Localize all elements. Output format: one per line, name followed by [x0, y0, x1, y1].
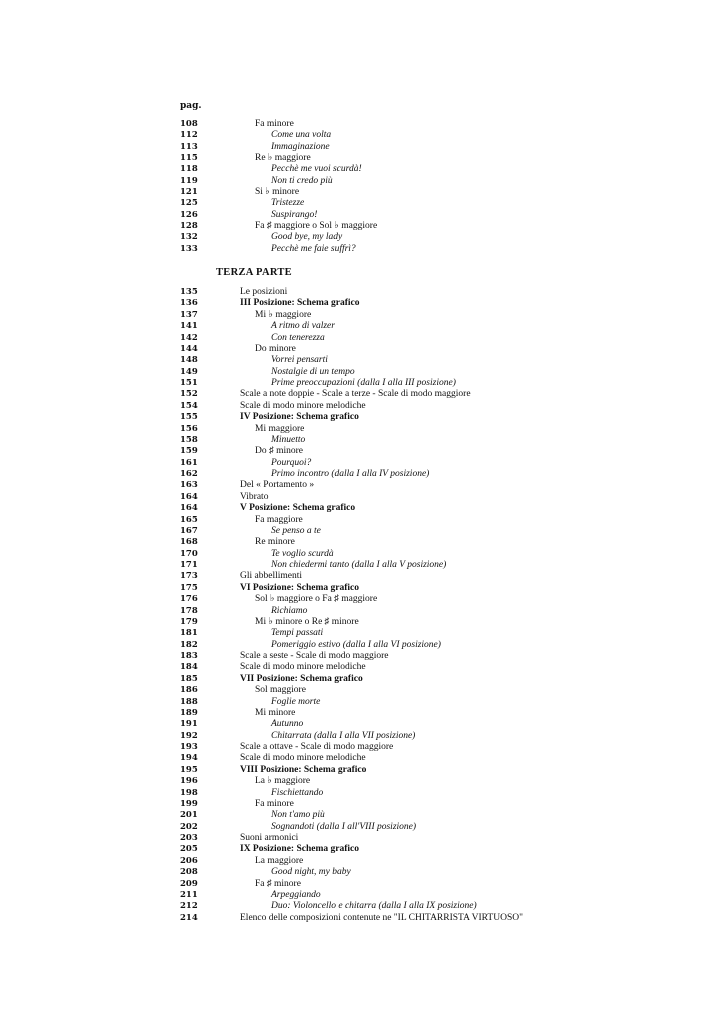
toc-row — [180, 469, 700, 480]
toc-row — [180, 628, 700, 639]
page-number: 163 — [180, 480, 198, 491]
page-number: 164 — [180, 491, 198, 502]
entry-title: Fa minore — [255, 798, 294, 809]
entry-title: Suoni armonici — [240, 833, 299, 843]
entry-title: Tristezze — [271, 198, 305, 209]
entry-title: Pecchè me vuoi scurdà! — [271, 164, 362, 175]
page-number: 211 — [180, 889, 198, 900]
toc-row — [180, 822, 700, 833]
entry-title: Se penso a te — [271, 525, 321, 536]
toc-row — [180, 401, 700, 412]
entry-title: Scale di modo minore melodiche — [240, 753, 366, 764]
page-number: 148 — [180, 355, 198, 366]
page-number: 154 — [180, 400, 198, 411]
toc-list-part-three — [180, 287, 700, 924]
toc-row — [180, 651, 700, 662]
page-number: 179 — [180, 616, 198, 627]
page-number: 118 — [180, 164, 198, 175]
toc-row — [180, 321, 700, 332]
page-number: 137 — [180, 309, 198, 320]
toc-row — [180, 412, 700, 423]
page-number: 186 — [180, 685, 198, 696]
toc-row — [180, 765, 700, 776]
page-number: 115 — [180, 152, 198, 163]
entry-title: Mi minore — [255, 707, 296, 718]
toc-row — [180, 583, 700, 594]
toc-row — [180, 549, 700, 560]
entry-title: Re ♭ maggiore — [255, 152, 311, 163]
entry-title: Pecchè me faie suffrì? — [271, 243, 356, 254]
entry-title: Good night, my baby — [271, 867, 351, 878]
toc-row — [180, 674, 700, 685]
entry-title: VII Posizione: Schema grafico — [240, 673, 363, 684]
entry-title: Scale di modo minore melodiche — [240, 662, 366, 673]
page-number: 113 — [180, 141, 198, 152]
toc-row — [180, 492, 700, 503]
entry-title: Le posizioni — [240, 287, 288, 297]
page-number: 128 — [180, 220, 198, 231]
entry-title: Immaginazione — [271, 141, 330, 152]
section-title-terza-parte: TERZA PARTE — [216, 267, 292, 278]
toc-row — [180, 244, 700, 255]
page-number: 152 — [180, 389, 198, 400]
entry-title: V Posizione: Schema grafico — [240, 503, 356, 514]
page-number: 164 — [180, 503, 198, 514]
page-number: 142 — [180, 332, 198, 343]
entry-title: VI Posizione: Schema grafico — [240, 582, 359, 593]
page-number: 158 — [180, 434, 198, 445]
entry-title: Te voglio scurdà — [271, 548, 334, 559]
toc-row — [180, 685, 700, 696]
entry-title: Con tenerezza — [271, 332, 325, 343]
entry-title: Sol ♭ maggiore o Fa ♯ maggiore — [255, 594, 378, 605]
entry-title: Duo: Violoncello e chitarra (dalla I alla IX posizione) — [271, 901, 477, 912]
toc-row — [180, 844, 700, 855]
page-number: 201 — [180, 810, 198, 821]
entry-title: Non t'amo più — [271, 810, 325, 821]
page-number: 214 — [180, 912, 198, 923]
page-number: 191 — [180, 719, 198, 730]
toc-row — [180, 355, 700, 366]
entry-title: Non chiedermi tanto (dalla I alla V posizione) — [271, 560, 447, 570]
entry-title: Foglie morte — [271, 696, 321, 707]
page-number: 171 — [180, 560, 198, 570]
entry-title: Scale a seste - Scale di modo maggiore — [240, 651, 389, 661]
page-number: 194 — [180, 753, 198, 764]
toc-row — [180, 458, 700, 469]
toc-row — [180, 617, 700, 628]
page-number: 155 — [180, 412, 198, 423]
page-number: 195 — [180, 764, 198, 775]
entry-title: Mi maggiore — [255, 423, 305, 434]
toc-row — [180, 389, 700, 400]
page-number: 188 — [180, 696, 198, 707]
entry-title: La ♭ maggiore — [255, 776, 311, 787]
page-number: 209 — [180, 878, 198, 889]
page-number: 159 — [180, 446, 198, 457]
entry-title: Primo incontro (dalla I alla IV posizione) — [271, 469, 430, 479]
toc-row — [180, 333, 700, 344]
entry-title: Vorrei pensarti — [271, 355, 328, 366]
page-number: 203 — [180, 833, 198, 843]
entry-title: Fa maggiore — [255, 514, 303, 525]
toc-row — [180, 515, 700, 526]
page-number: 121 — [180, 186, 198, 197]
page-number: 125 — [180, 198, 198, 209]
page-column-label: pag. — [180, 101, 202, 111]
entry-title: IX Posizione: Schema grafico — [240, 844, 359, 855]
toc-row — [180, 753, 700, 764]
toc-row — [180, 731, 700, 742]
toc-row — [180, 810, 700, 821]
entry-title: Richiamo — [271, 605, 308, 616]
page-number: 212 — [180, 901, 198, 912]
toc-row — [180, 594, 700, 605]
toc-row — [180, 788, 700, 799]
page-number: 156 — [180, 423, 198, 434]
entry-title: Scale a ottave - Scale di modo maggiore — [240, 742, 394, 752]
toc-row — [180, 130, 700, 141]
toc-row — [180, 164, 700, 175]
toc-row — [180, 119, 700, 130]
toc-row — [180, 232, 700, 243]
entry-title: Fa minore — [255, 119, 294, 129]
page-number: 205 — [180, 844, 198, 855]
page-number: 182 — [180, 639, 198, 650]
toc-row — [180, 708, 700, 719]
entry-title: Fa ♯ maggiore o Sol ♭ maggiore — [255, 220, 378, 231]
page-number: 178 — [180, 605, 198, 616]
page-number: 165 — [180, 514, 198, 525]
toc-row — [180, 526, 700, 537]
toc-row — [180, 378, 700, 389]
toc-row — [180, 856, 700, 867]
page-number: 199 — [180, 798, 198, 809]
toc-row — [180, 833, 700, 844]
page-number: 184 — [180, 662, 198, 673]
page-number: 161 — [180, 457, 198, 468]
entry-title: Nostalgie di un tempo — [271, 366, 355, 377]
toc-row — [180, 742, 700, 753]
entry-title: Vibrato — [240, 491, 269, 502]
entry-title: III Posizione: Schema grafico — [240, 298, 360, 309]
toc-row — [180, 503, 700, 514]
toc-row — [180, 446, 700, 457]
page-number: 193 — [180, 742, 198, 752]
entry-title: Fischiettando — [271, 787, 324, 798]
page-number: 135 — [180, 287, 198, 297]
page-number: 198 — [180, 787, 198, 798]
entry-title: VIII Posizione: Schema grafico — [240, 764, 367, 775]
entry-title: Chitarrata (dalla I alla VII posizione) — [271, 730, 416, 741]
toc-row — [180, 187, 700, 198]
toc-row — [180, 606, 700, 617]
page-number: 126 — [180, 209, 198, 220]
page-number: 149 — [180, 366, 198, 377]
entry-title: Come una volta — [271, 130, 332, 141]
entry-title: Mi ♭ maggiore — [255, 309, 312, 320]
toc-row — [180, 879, 700, 890]
entry-title: Del « Portamento » — [240, 480, 315, 491]
page-number: 141 — [180, 321, 198, 332]
page-number: 196 — [180, 776, 198, 787]
entry-title: Tempi passati — [271, 628, 324, 639]
toc-row — [180, 560, 700, 571]
entry-title: Suspirango! — [271, 209, 318, 220]
toc-row — [180, 210, 700, 221]
page-number: 175 — [180, 582, 198, 593]
toc-row — [180, 901, 700, 912]
entry-title: A ritmo di valzer — [271, 321, 335, 332]
page-number: 133 — [180, 243, 198, 254]
entry-title: La maggiore — [255, 855, 304, 866]
page-number: 132 — [180, 232, 198, 243]
toc-row — [180, 221, 700, 232]
toc-row — [180, 367, 700, 378]
toc-row — [180, 310, 700, 321]
toc-row — [180, 424, 700, 435]
page-number: 189 — [180, 707, 198, 718]
toc-row — [180, 435, 700, 446]
entry-title: Scale a note doppie - Scale a terze - Scale di modo maggiore — [240, 389, 471, 400]
toc-list-part-two-end — [180, 119, 700, 255]
page-number: 112 — [180, 130, 198, 141]
entry-title: Mi ♭ minore o Re ♯ minore — [255, 616, 359, 627]
page-number: 167 — [180, 525, 198, 536]
entry-title: Minuetto — [271, 434, 306, 445]
entry-title: Autunno — [271, 719, 304, 730]
page-number: 168 — [180, 537, 198, 548]
toc-row — [180, 776, 700, 787]
toc-row — [180, 142, 700, 153]
page-number: 181 — [180, 628, 198, 639]
entry-title: Gli abbellimenti — [240, 571, 303, 582]
page-number: 173 — [180, 571, 198, 582]
page-number: 136 — [180, 298, 198, 309]
page-number: 202 — [180, 821, 198, 832]
entry-title: Fa ♯ minore — [255, 878, 301, 889]
toc-row — [180, 480, 700, 491]
toc-row — [180, 697, 700, 708]
page-number: 206 — [180, 855, 198, 866]
toc-row — [180, 640, 700, 651]
toc-row — [180, 913, 700, 924]
entry-title: Pomeriggio estivo (dalla I alla VI posizione) — [271, 639, 441, 650]
page-number: 151 — [180, 378, 198, 388]
page-number: 162 — [180, 469, 198, 479]
entry-title: Non ti credo più — [271, 175, 333, 186]
toc-row — [180, 287, 700, 298]
page-number: 192 — [180, 730, 198, 741]
page-number: 176 — [180, 594, 198, 605]
entry-title: Prime preoccupazioni (dalla I alla III posizione) — [271, 378, 456, 388]
toc-row — [180, 176, 700, 187]
entry-title: Good bye, my lady — [271, 232, 343, 243]
entry-title: Pourquoi? — [271, 457, 312, 468]
page-number: 119 — [180, 175, 198, 186]
entry-title: Scale di modo minore melodiche — [240, 400, 366, 411]
toc-row — [180, 537, 700, 548]
page-number: 144 — [180, 343, 198, 354]
toc-row — [180, 867, 700, 878]
toc-row — [180, 571, 700, 582]
entry-title: Do minore — [255, 343, 296, 354]
entry-title: IV Posizione: Schema grafico — [240, 412, 359, 423]
toc-row — [180, 298, 700, 309]
page-number: 108 — [180, 119, 198, 129]
toc-row — [180, 890, 700, 901]
toc-row — [180, 662, 700, 673]
entry-title: Si ♭ minore — [255, 186, 300, 197]
toc-row — [180, 198, 700, 209]
toc-row — [180, 799, 700, 810]
page-number: 183 — [180, 651, 198, 661]
toc-row — [180, 719, 700, 730]
page-number: 208 — [180, 867, 198, 878]
entry-title: Sol maggiore — [255, 685, 306, 696]
page-number: 170 — [180, 548, 198, 559]
entry-title: Re minore — [255, 537, 295, 548]
entry-title: Do ♯ minore — [255, 446, 304, 457]
entry-title: Elenco delle composizioni contenute ne "IL CHITARRISTA VIRTUOSO" — [240, 912, 523, 923]
entry-title: Sognandoti (dalla I all'VIII posizione) — [271, 821, 417, 832]
page-number: 185 — [180, 673, 198, 684]
entry-title: Arpeggiando — [271, 889, 321, 900]
toc-row — [180, 344, 700, 355]
toc-row — [180, 153, 700, 164]
